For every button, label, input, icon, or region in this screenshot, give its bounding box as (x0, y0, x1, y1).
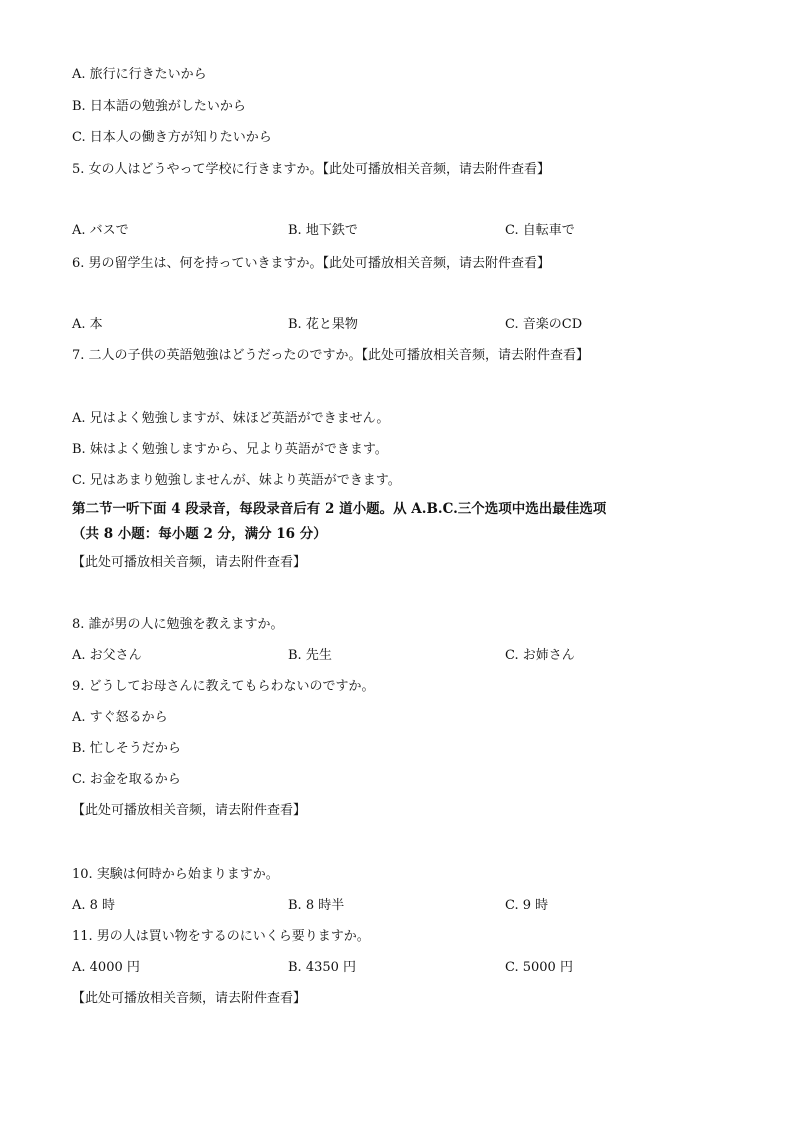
q6-options (72, 315, 722, 335)
q8-option-a: A. お父さん (72, 648, 142, 663)
q10-option-c: C. 9 時 (505, 898, 549, 913)
q11-question: 11. 男の人は買い物をするのにいくら要りますか。 (72, 929, 370, 944)
q6-option-c: C. 音楽のCD (505, 317, 583, 332)
section2-heading-line1: 第二节一听下面 4 段录音，每段录音后有 2 道小题。从 A.B.C.三个选项中选出最佳选项 (72, 501, 607, 517)
q8-options (72, 646, 722, 666)
q6-question: 6. 男の留学生は、何を持っていきますか。【此处可播放相关音频，请去附件查看】 (72, 256, 551, 271)
q5-option-c: C. 自転車で (505, 223, 575, 238)
section2-heading-line2: （共 8 小题：每小题 2 分，满分 16 分） (72, 526, 327, 542)
q5-question: 5. 女の人はどうやって学校に行きますか。【此处可播放相关音频，请去附件查看】 (72, 162, 551, 177)
q4-option-a: A. 旅行に行きたいから (72, 67, 207, 82)
q10-question: 10. 実験は何時から始まりますか。 (72, 867, 279, 882)
q7-option-b: B. 妹はよく勉強しますから、兄より英語ができます。 (72, 442, 388, 457)
q10-option-a: A. 8 時 (72, 898, 116, 913)
q5-option-a: A. バスで (72, 223, 129, 238)
q7-option-c: C. 兄はあまり勉強しませんが、妹より英語ができます。 (72, 473, 401, 488)
q9-option-a: A. すぐ怒るから (72, 710, 168, 725)
q10-option-b: B. 8 時半 (288, 898, 345, 913)
q11-option-a: A. 4000 円 (72, 960, 140, 975)
section2-audio-note: 【此处可播放相关音频，请去附件查看】 (72, 555, 307, 570)
q5-options (72, 221, 722, 241)
q11-option-c: C. 5000 円 (505, 960, 573, 975)
q6-option-a: A. 本 (72, 317, 103, 332)
q6-option-b: B. 花と果物 (288, 317, 358, 332)
q7-option-a: A. 兄はよく勉強しますが、妹ほど英語ができません。 (72, 411, 390, 426)
q11-options (72, 958, 722, 978)
q9-option-c: C. お金を取るから (72, 772, 181, 787)
q9-question: 9. どうしてお母さんに教えてもらわないのですか。 (72, 679, 375, 694)
q10-options (72, 896, 722, 916)
q4-option-b: B. 日本語の勉強がしたいから (72, 99, 246, 114)
q9-option-b: B. 忙しそうだから (72, 741, 181, 756)
q4-option-c: C. 日本人の働き方が知りたいから (72, 130, 272, 145)
q5-option-b: B. 地下鉄で (288, 223, 358, 238)
q11-option-b: B. 4350 円 (288, 960, 357, 975)
audio-note-2: 【此处可播放相关音频，请去附件查看】 (72, 803, 307, 818)
q7-question: 7. 二人の子供の英語勉強はどうだったのですか。【此处可播放相关音频，请去附件查看】 (72, 348, 590, 363)
q8-option-b: B. 先生 (288, 648, 332, 663)
audio-note-3: 【此处可播放相关音频，请去附件查看】 (72, 991, 307, 1006)
q8-option-c: C. お姉さん (505, 648, 575, 663)
q8-question: 8. 誰が男の人に勉強を教えますか。 (72, 617, 284, 632)
